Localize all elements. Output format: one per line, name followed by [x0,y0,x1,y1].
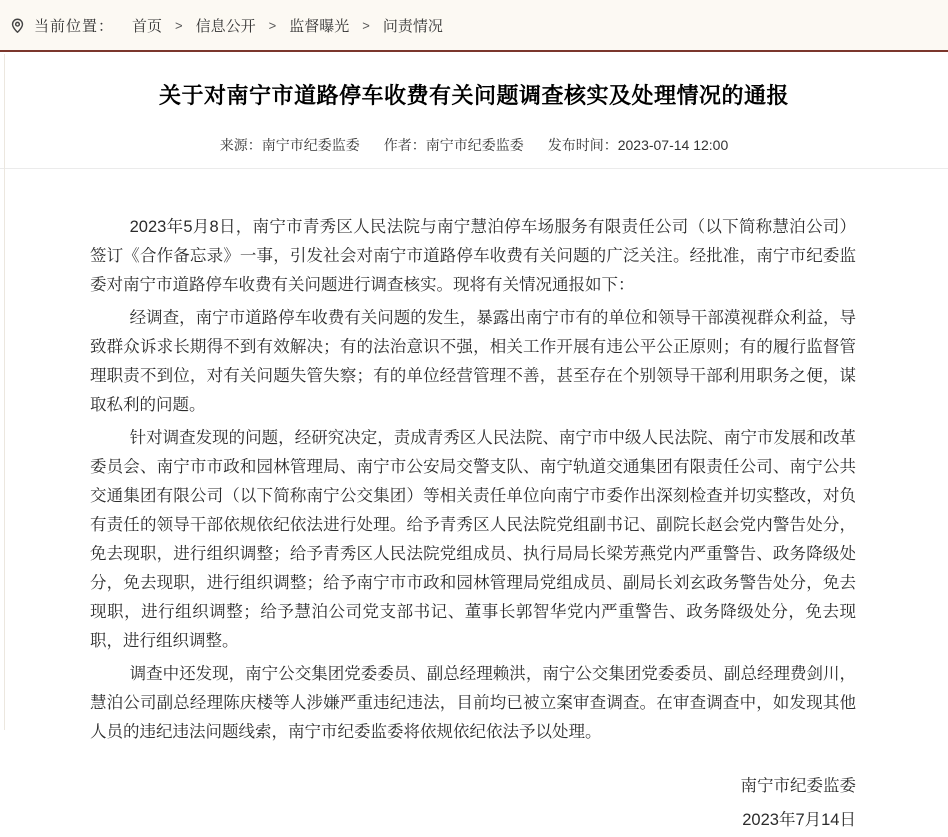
breadcrumb-separator: > [362,17,370,33]
article-header [0,52,948,169]
breadcrumb-item-supervision-exposure[interactable]: 监督曝光 [289,17,350,35]
signature-org: 南宁市纪委监委 [740,777,856,795]
meta-publish-time [548,135,729,155]
meta-author-value: 南宁市纪委监委 [425,137,524,153]
signature-block [90,769,856,837]
paragraph: 2023年5月8日，南宁市青秀区人民法院与南宁慧泊停车场服务有限责任公司（以下简称慧泊公司）签订《合作备忘录》一事，引发社会对南宁市道路停车收费有关问题的广泛关注。经批准，南宁市纪委监委对南宁市道路停车收费有关问题进行调查核实。现将有关情况通报如下： [90,218,856,294]
meta-source [220,135,360,155]
paragraph: 针对调查发现的问题，经研究决定，责成青秀区人民法院、南宁市中级人民法院、南宁市发展和改革委员会、南宁市市政和园林管理局、南宁市公安局交警支队、南宁轨道交通集团有限责任公司、南宁公共交通集团有限公司（以下简称南宁公交集团）等相关责任单位向南宁市委作出深刻检查并切实整改，对负有责任的领导干部依规依纪依法进行处理。给予青秀区人民法院党组副书记、副院长赵会党内警告处分，免去现职，进行组织调整；给予青秀区人民法院党组成员、执行局局长梁芳燕党内严重警告、政务降级处分，免去现职，进行组织调整；给予南宁市市政和园林管理局党组成员、副局长刘玄政务警告处分，免去现职，进行组织调整；给予慧泊公司党支部书记、董事长郭智华党内严重警告、政务降级处分，免去现职，进行组织调整。 [90,429,856,650]
breadcrumb [9,15,443,36]
meta-publish-label: 发布时间： [547,137,618,153]
breadcrumb-item-accountability[interactable]: 问责情况 [382,17,443,35]
breadcrumb-separator: > [175,17,183,33]
meta-source-label: 来源： [219,137,262,153]
article-body [0,169,948,837]
breadcrumb-item-info-disclosure[interactable]: 信息公开 [195,17,256,35]
article [0,52,948,837]
page-title: 关于对南宁市道路停车收费有关问题调查核实及处理情况的通报 [158,83,789,108]
page-left-border [4,54,5,730]
breadcrumb-location-label: 当前位置： [34,17,115,35]
meta-publish-value: 2023-07-14 12:00 [617,137,729,153]
paragraph: 经调查，南宁市道路停车收费有关问题的发生，暴露出南宁市有的单位和领导干部漠视群众利益，导致群众诉求长期得不到有效解决；有的法治意识不强，相关工作开展有违公平公正原则；有的履行监督管理职责不到位，对有关问题失管失察；有的单位经营管理不善，甚至存在个别领导干部利用职务之便，谋取私利的问题。 [90,309,856,414]
meta-source-value: 南宁市纪委监委 [261,137,360,153]
location-pin-icon [9,17,26,34]
breadcrumb-bar [0,0,948,52]
breadcrumb-item-home[interactable]: 首页 [132,17,163,35]
breadcrumb-separator: > [268,17,277,33]
meta-author [384,135,524,155]
paragraph: 调查中还发现，南宁公交集团党委委员、副总经理赖洪，南宁公交集团党委委员、副总经理费剑川，慧泊公司副总经理陈庆楼等人涉嫌严重违纪违法，目前均已被立案审查调查。在审查调查中，如发现其他人员的违纪违法问题线索，南宁市纪委监委将依规依纪依法予以处理。 [90,665,856,741]
article-meta [0,135,948,155]
signature-date: 2023年7月14日 [742,811,856,829]
meta-author-label: 作者： [383,137,426,153]
